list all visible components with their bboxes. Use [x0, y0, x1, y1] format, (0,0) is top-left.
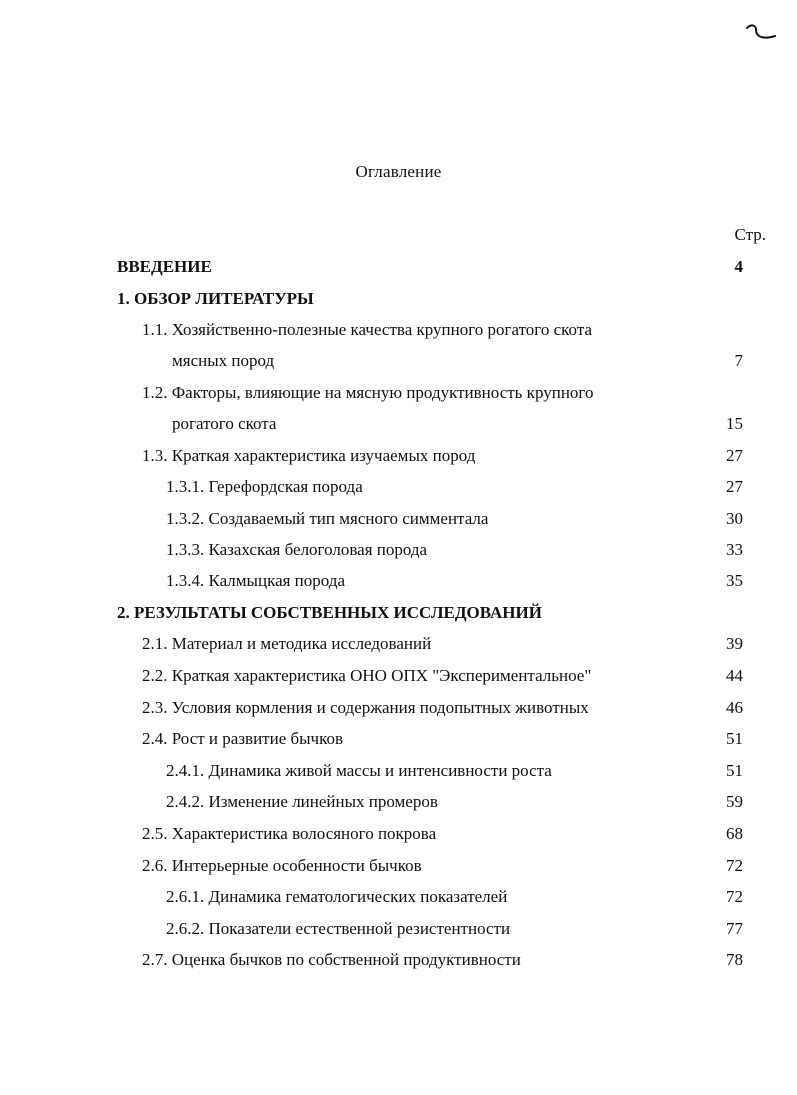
- toc-entry-introduction: [117, 256, 773, 278]
- toc-entry-page: 51: [726, 729, 743, 748]
- toc-entry-text: 1.3.4. Калмыцкая порода: [166, 571, 345, 590]
- toc-entry-2-4-1: [166, 760, 773, 782]
- toc-entry-text: 2.6.1. Динамика гематологических показателей: [166, 887, 508, 906]
- toc-entry-text: 2.5. Характеристика волосяного покрова: [142, 824, 437, 843]
- toc-entry-1-3: [142, 445, 773, 467]
- toc-entry-page: 46: [726, 698, 743, 717]
- toc-entry-page: 59: [726, 792, 743, 811]
- toc-entry-page: 51: [726, 761, 743, 780]
- toc-entry-2-6: [142, 855, 773, 877]
- toc-entry-2-3: [142, 697, 773, 719]
- toc-entry-text: 2.4.1. Динамика живой массы и интенсивности роста: [166, 761, 552, 780]
- toc-entry-page: 77: [726, 919, 743, 938]
- toc-entry-1-3-3: [166, 539, 773, 561]
- toc-entry-page: 30: [726, 509, 743, 528]
- page-column-header: Стр.: [734, 225, 766, 244]
- toc-entry-2-2: [142, 665, 773, 687]
- toc-entry-page: 35: [726, 571, 743, 590]
- toc-entry-text: 2.6. Интерьерные особенности бычков: [142, 856, 422, 875]
- toc-entry-1-1-cont: [172, 350, 773, 372]
- toc-entry-text: 2.4. Рост и развитие бычков: [142, 729, 344, 748]
- toc-entry-text: 2.3. Условия кормления и содержания подопытных животных: [142, 698, 589, 717]
- toc-entry-page: 15: [726, 414, 743, 433]
- toc-entry-2-6-2: [166, 918, 773, 940]
- toc-entry-page: 72: [726, 887, 743, 906]
- handwritten-mark: [744, 20, 778, 46]
- toc-entry-page: 4: [734, 257, 743, 276]
- toc-entry-page: 27: [726, 446, 743, 465]
- toc-entry-text: 1.3.3. Казахская белоголовая порода: [166, 540, 428, 559]
- toc-entry-1-2-cont: [172, 413, 773, 435]
- toc-entry-text: 1.1. Хозяйственно-полезные качества крупного рогатого скота: [142, 320, 593, 339]
- toc-entry-2-4-2: [166, 791, 773, 813]
- toc-entry-1-3-1: [166, 476, 773, 498]
- toc-entry-2-7: [142, 949, 773, 971]
- toc-entry-page: 33: [726, 540, 743, 559]
- toc-entry-2-1: [142, 633, 773, 655]
- toc-entry-chapter-1: [117, 288, 773, 310]
- toc-entry-1-3-4: [166, 570, 773, 592]
- toc-entry-text: ВВЕДЕНИЕ: [117, 257, 212, 276]
- toc-entry-text: мясных пород: [172, 351, 275, 370]
- toc-entry-2-5: [142, 823, 773, 845]
- toc-entry-text: 1. ОБЗОР ЛИТЕРАТУРЫ: [117, 289, 314, 308]
- toc-entry-text: 1.2. Факторы, влияющие на мясную продуктивность крупного: [142, 383, 594, 402]
- toc-entry-text: 2.1. Материал и методика исследований: [142, 634, 432, 653]
- toc-entry-text: 2. РЕЗУЛЬТАТЫ СОБСТВЕННЫХ ИССЛЕДОВАНИЙ: [117, 603, 542, 622]
- toc-entry-text: 2.6.2. Показатели естественной резистентности: [166, 919, 511, 938]
- toc-entry-page: 78: [726, 950, 743, 969]
- toc-entry-page: 39: [726, 634, 743, 653]
- page-title: Оглавление: [355, 162, 442, 181]
- toc-entry-text: 2.2. Краткая характеристика ОНО ОПХ "Экспериментальное": [142, 666, 592, 685]
- toc-entry-page: 72: [726, 856, 743, 875]
- toc-entry-text: 2.7. Оценка бычков по собственной продуктивности: [142, 950, 521, 969]
- toc-entry-1-2: [142, 382, 773, 404]
- toc-entry-text: рогатого скота: [172, 414, 277, 433]
- toc-entry-page: 44: [726, 666, 743, 685]
- toc-entry-page: 68: [726, 824, 743, 843]
- toc-entry-text: 1.3.1. Герефордская порода: [166, 477, 363, 496]
- toc-entry-1-1: [142, 319, 773, 341]
- toc-entry-page: 27: [726, 477, 743, 496]
- toc-entry-text: 1.3. Краткая характеристика изучаемых пород: [142, 446, 476, 465]
- toc-entry-page: 7: [734, 351, 743, 370]
- toc-entry-text: 1.3.2. Создаваемый тип мясного симментала: [166, 509, 489, 528]
- toc-entry-1-3-2: [166, 508, 773, 530]
- toc-entry-text: 2.4.2. Изменение линейных промеров: [166, 792, 438, 811]
- toc-entry-2-6-1: [166, 886, 773, 908]
- toc-entry-chapter-2: [117, 602, 773, 624]
- toc-entry-2-4: [142, 728, 773, 750]
